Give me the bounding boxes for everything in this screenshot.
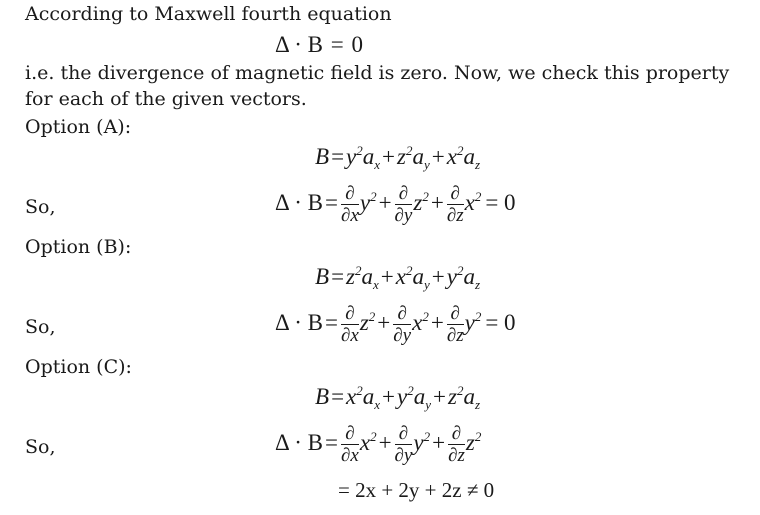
term: $z^2a_y$	[397, 143, 430, 172]
partial-fraction: $\frac{\partial}{\partial y}$	[394, 183, 413, 226]
option-c-divergence: Δ · B= $\frac{\partial}{\partial x}$ $x^2+$ $\frac{\partial}{\partial y}$ $y^2+$ $\frac{\partial}{\partial z}$ $z^2$	[275, 423, 482, 466]
partial-fraction: $\frac{\partial}{\partial y}$	[393, 303, 412, 346]
partial-fraction: $\frac{\partial}{\partial z}$	[446, 303, 464, 346]
partial-fraction: $\frac{\partial}{\partial z}$	[446, 183, 464, 226]
partial-fraction: $\frac{\partial}{\partial x}$	[341, 183, 359, 226]
option-c-so: So,	[25, 436, 56, 458]
partial-fraction: $\frac{\partial}{\partial x}$	[341, 423, 359, 466]
explanation-text: i.e. the divergence of magnetic field is zero. Now, we check this property for each of the given vectors.	[25, 62, 730, 110]
term: $y^2a_x$	[346, 143, 381, 172]
option-a-divergence: Δ · B= $\frac{\partial}{\partial x}$ $y^2+$ $\frac{\partial}{\partial y}$ $z^2+$ $\frac{\partial}{\partial z}$ $x^2 = 0$	[275, 183, 516, 226]
plus-sign: +	[431, 144, 445, 169]
term: $y^2a_y$	[397, 383, 432, 412]
result: = 0	[485, 189, 516, 215]
term: $x^2a_y$	[395, 263, 430, 292]
option-c-field: $B=x^2a_x+y^2a_y+z^2a_z$	[315, 383, 481, 412]
partial-fraction: $\frac{\partial}{\partial x}$	[341, 303, 359, 346]
intro-text: According to Maxwell fourth equation	[25, 3, 392, 25]
divergence-operator: Δ · B	[275, 32, 324, 57]
equals-sign: =	[325, 189, 339, 215]
term: $z^2a_z$	[448, 383, 481, 412]
partial-fraction: $\frac{\partial}{\partial z}$	[448, 423, 465, 466]
option-b-field: $B=z^2a_x+x^2a_y+y^2a_z$	[315, 263, 481, 292]
maxwell-equation	[275, 32, 363, 58]
option-a-so: So,	[25, 196, 56, 218]
plus-sign: +	[382, 144, 396, 169]
term: $x^2a_z$	[446, 143, 481, 172]
b-symbol: B	[315, 144, 330, 169]
partial-fraction: $\frac{\partial}{\partial y}$	[394, 423, 413, 466]
option-c-final: = 2x + 2y + 2z ≠ 0	[338, 478, 495, 502]
equals-sign: =	[330, 32, 344, 57]
term: $x^2a_x$	[346, 383, 381, 412]
result: = 0	[485, 309, 516, 335]
option-c-label: Option (C):	[25, 356, 132, 378]
option-b-label: Option (B):	[25, 236, 132, 258]
option-a-field	[315, 144, 480, 170]
option-a-label: Option (A):	[25, 116, 132, 138]
zero-value: 0	[351, 32, 364, 57]
term: $z^2a_x$	[346, 263, 379, 292]
equals-sign: =	[331, 144, 345, 169]
option-b-so: So,	[25, 316, 56, 338]
term: $y^2a_z$	[446, 263, 481, 292]
option-b-divergence: Δ · B= $\frac{\partial}{\partial x}$ $z^2+$ $\frac{\partial}{\partial y}$ $x^2+$ $\frac{\partial}{\partial z}$ $y^2 = 0$	[275, 303, 516, 346]
divergence-operator: Δ · B	[275, 189, 324, 215]
